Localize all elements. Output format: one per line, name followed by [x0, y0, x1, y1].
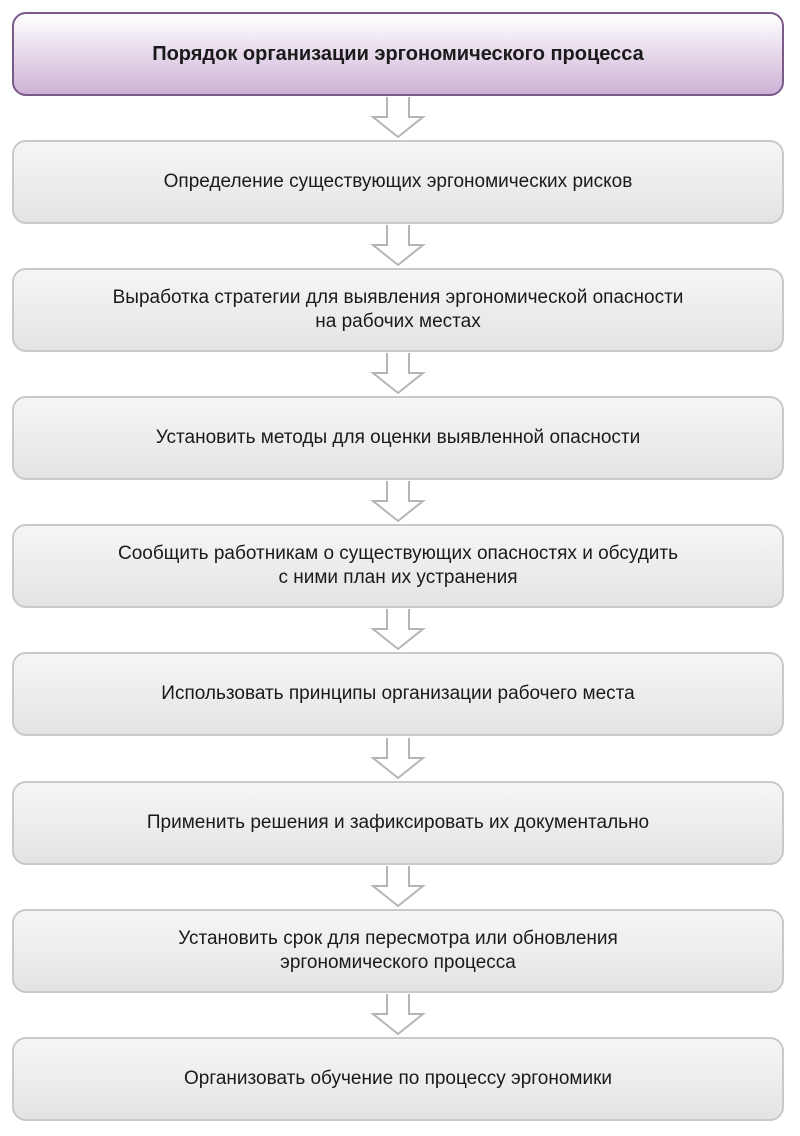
flowchart-title-box	[12, 12, 784, 96]
down-arrow-icon	[370, 481, 426, 523]
flowchart-title: Порядок организации эргономического процесса	[152, 43, 644, 65]
step-6-box	[12, 781, 784, 865]
step-1-box	[12, 140, 784, 224]
down-arrow-icon	[370, 97, 426, 139]
step-3-box	[12, 396, 784, 480]
down-arrow-icon	[370, 866, 426, 908]
step-7-text-line2: эргономического процесса	[280, 952, 516, 973]
down-arrow-icon	[370, 609, 426, 651]
down-arrow-icon	[370, 994, 426, 1036]
step-4-box	[12, 524, 784, 608]
step-8-box	[12, 1037, 784, 1121]
step-4-text: Сообщить работникам о существующих опасностях и обсудить	[117, 543, 678, 564]
step-3-text: Установить методы для оценки выявленной опасности	[155, 427, 641, 448]
step-7-box	[12, 909, 784, 993]
step-2-box	[12, 268, 784, 352]
down-arrow-icon	[370, 353, 426, 395]
step-7-text: Установить срок для пересмотра или обновления	[178, 928, 618, 949]
step-1-text: Определение существующих эргономических рисков	[163, 171, 633, 192]
step-2-text-line2: на рабочих местах	[315, 311, 481, 332]
step-5-box	[12, 652, 784, 736]
step-5-text: Использовать принципы организации рабочего места	[161, 683, 635, 704]
down-arrow-icon	[370, 738, 426, 780]
step-2-text: Выработка стратегии для выявления эргономической опасности	[112, 287, 684, 308]
step-4-text-line2: с ними план их устранения	[278, 567, 518, 588]
step-6-text: Применить решения и зафиксировать их документально	[146, 812, 650, 833]
down-arrow-icon	[370, 225, 426, 267]
step-8-text: Организовать обучение по процессу эргономики	[183, 1068, 613, 1089]
